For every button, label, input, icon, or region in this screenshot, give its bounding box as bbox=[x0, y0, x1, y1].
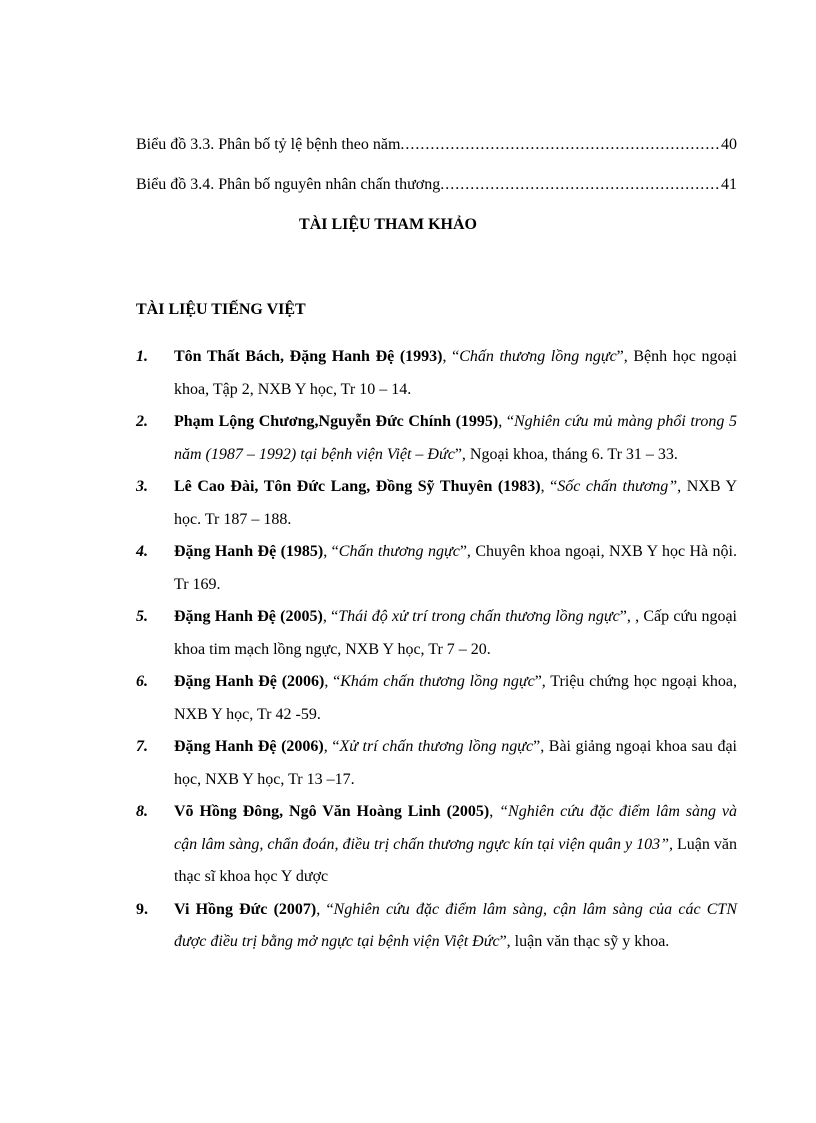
reference-number: 2. bbox=[136, 413, 148, 430]
reference-item bbox=[136, 894, 737, 959]
reference-title: Sốc chấn thương”, bbox=[557, 478, 682, 495]
reference-number: 5. bbox=[136, 608, 148, 625]
reference-item bbox=[136, 341, 737, 406]
reference-number: 1. bbox=[136, 348, 148, 365]
reference-item bbox=[136, 731, 737, 796]
reference-item bbox=[136, 471, 737, 536]
reference-authors: Tôn Thất Bách, Đặng Hanh Đệ (1993) bbox=[174, 348, 443, 365]
reference-details: ”, Triệu chứng học ngoại khoa, NXB Y học, Tr 42 -59. bbox=[174, 673, 738, 723]
reference-details: ”, luận văn thạc sỹ y khoa. bbox=[499, 933, 670, 950]
reference-details: Luận văn thạc sĩ khoa học Y dược bbox=[174, 835, 737, 885]
reference-separator: , “ bbox=[324, 673, 341, 690]
reference-number: 3. bbox=[136, 478, 148, 495]
reference-separator: , “ bbox=[498, 413, 514, 430]
reference-title: “Nghiên cứu đặc điểm lâm sàng và cận lâm sàng, chẩn đoán, điều trị chấn thương ngực kín tại viện quân y 103”, bbox=[174, 803, 738, 853]
reference-number: 7. bbox=[136, 738, 148, 755]
reference-authors: Võ Hồng Đông, Ngô Văn Hoàng Linh (2005) bbox=[174, 803, 490, 820]
reference-authors: Lê Cao Đài, Tôn Đức Lang, Đồng Sỹ Thuyên (1983) bbox=[174, 478, 541, 495]
reference-separator: , “ bbox=[316, 900, 334, 918]
reference-separator: , “ bbox=[323, 738, 340, 755]
toc-leader-dots bbox=[405, 135, 720, 155]
reference-authors: Đặng Hanh Đệ (2005) bbox=[174, 608, 323, 625]
reference-item bbox=[136, 666, 737, 731]
toc-entry-page: 40 bbox=[721, 136, 737, 153]
reference-item bbox=[136, 796, 737, 894]
reference-item bbox=[136, 601, 737, 666]
reference-list bbox=[136, 341, 737, 959]
toc-leader-dots bbox=[445, 175, 720, 195]
reference-authors: Vi Hồng Đức (2007) bbox=[174, 900, 317, 918]
reference-details: ”, Bài giảng ngoại khoa sau đại học, NXB Y học, Tr 13 –17. bbox=[174, 738, 737, 788]
vietnamese-references-heading: TÀI LIỆU TIẾNG VIỆT bbox=[136, 301, 306, 318]
toc-entry-page: 41 bbox=[721, 176, 737, 193]
reference-number: 8. bbox=[136, 803, 148, 820]
reference-title: Chấn thương ngực bbox=[338, 543, 460, 560]
reference-separator: , “ bbox=[323, 543, 339, 560]
reference-item bbox=[136, 406, 737, 471]
reference-authors: Phạm Lộng Chương,Nguyễn Đức Chính (1995) bbox=[174, 413, 499, 430]
toc-entry-chart-3-3 bbox=[136, 135, 737, 155]
toc-entry-label: Biểu đồ 3.4. Phân bố nguyên nhân chấn thương. bbox=[136, 176, 445, 193]
reference-details: ”, , Cấp cứu ngoại khoa tim mạch lồng ngực, NXB Y học, Tr 7 – 20. bbox=[174, 608, 737, 658]
reference-separator: , “ bbox=[322, 608, 339, 625]
reference-authors: Đặng Hanh Đệ (2006) bbox=[174, 673, 325, 690]
reference-title: Xử trí chấn thương lồng ngực bbox=[339, 738, 534, 755]
reference-title: Chấn thương lồng ngực bbox=[459, 348, 617, 365]
reference-authors: Đặng Hanh Đệ (1985) bbox=[174, 543, 324, 560]
reference-authors: Đặng Hanh Đệ (2006) bbox=[174, 738, 324, 755]
reference-title: Thái độ xử trí trong chấn thương lồng ngực bbox=[338, 608, 620, 625]
reference-title: Khám chấn thương lồng ngực bbox=[340, 673, 535, 690]
reference-details: ”, Bệnh học ngoại khoa, Tập 2, NXB Y học, Tr 10 – 14. bbox=[174, 348, 738, 398]
reference-title: Nghiên cứu mủ màng phổi trong 5 năm (1987 – 1992) tại bệnh viện Việt – Đức bbox=[174, 413, 737, 463]
reference-details: NXB Y học. Tr 187 – 188. bbox=[174, 478, 737, 528]
reference-details: ”, Chuyên khoa ngoại, NXB Y học Hà nội. Tr 169. bbox=[174, 543, 737, 593]
reference-number: 6. bbox=[136, 673, 148, 690]
reference-item bbox=[136, 536, 737, 601]
reference-number: 9. bbox=[136, 900, 148, 918]
toc-entry-chart-3-4 bbox=[136, 175, 737, 195]
toc-entry-label: Biểu đồ 3.3. Phân bố tỷ lệ bệnh theo năm. bbox=[136, 136, 405, 153]
reference-separator: , “ bbox=[540, 478, 558, 495]
reference-title: Nghiên cứu đặc điểm lâm sàng, cận lâm sàng của các CTN được điều trị bằng mở ngực tại bệnh viện Việt Đức bbox=[174, 900, 737, 950]
references-heading: TÀI LIỆU THAM KHẢO bbox=[299, 216, 477, 233]
reference-details: ”, Ngoại khoa, tháng 6. Tr 31 – 33. bbox=[454, 445, 678, 463]
reference-number: 4. bbox=[136, 543, 148, 560]
reference-separator: , bbox=[489, 803, 500, 820]
reference-separator: , “ bbox=[442, 348, 460, 365]
